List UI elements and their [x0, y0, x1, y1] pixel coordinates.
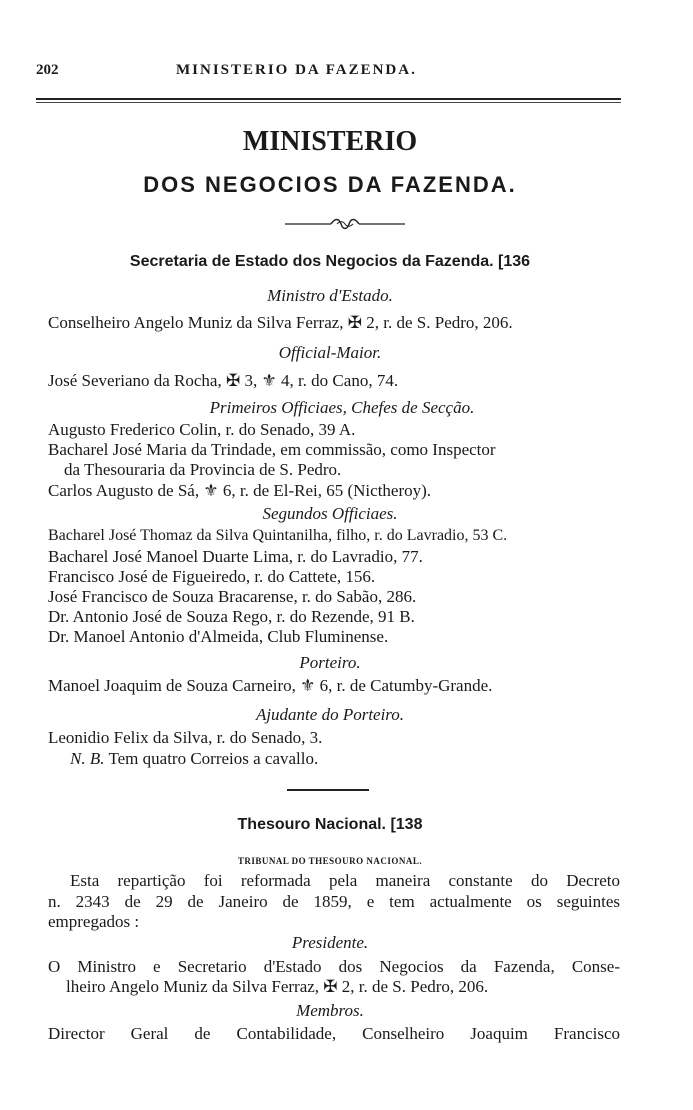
entry-segundo-4: José Francisco de Souza Bracarense, r. do Sabão, 286. [48, 587, 417, 606]
entry-segundo-2: Bacharel José Manoel Duarte Lima, r. do Lavradio, 77. [48, 547, 423, 566]
running-title: MINISTERIO DA FAZENDA. [176, 62, 417, 78]
nota-bene [70, 749, 318, 769]
nb-label: N. B. [70, 749, 105, 768]
entry-presidente-1: O Ministro e Secretario d'Estado dos Negocios da Fazenda, Conse- [48, 957, 620, 976]
header-rule [36, 98, 621, 100]
entry-presidente-2: lheiro Angelo Muniz da Silva Ferraz, ✠ 2, r. de S. Pedro, 206. [66, 977, 489, 996]
label-segundos-officiaes: Segundos Officiaes. [262, 504, 398, 523]
running-header [36, 62, 621, 82]
section-divider [287, 789, 369, 791]
entry-segundo-6: Dr. Manoel Antonio d'Almeida, Club Fluminense. [48, 627, 389, 646]
entry-membros-1: Director Geral de Contabilidade, Conselheiro Joaquim Francisco [48, 1024, 620, 1043]
intro-line-3: empregados : [48, 912, 140, 931]
label-ajudante-porteiro: Ajudante do Porteiro. [255, 705, 405, 724]
label-oficial-maior: Official-Maior. [278, 343, 382, 362]
label-ministro: Ministro d'Estado. [267, 286, 393, 305]
entry-primeiro-1: Augusto Frederico Colin, r. do Senado, 39 A. [48, 420, 356, 439]
entry-oficial-maior: José Severiano da Rocha, ✠ 3, ⚜ 4, r. do Cano, 74. [48, 371, 399, 390]
scroll-ornament-icon [285, 212, 405, 236]
entry-ajudante-porteiro: Leonidio Felix da Silva, r. do Senado, 3. [48, 728, 323, 747]
label-membros: Membros. [296, 1001, 364, 1020]
page-subtitle: DOS NEGOCIOS DA FAZENDA. [143, 172, 517, 197]
nb-text: Tem quatro Correios a cavallo. [108, 749, 319, 768]
entry-porteiro: Manoel Joaquim de Souza Carneiro, ⚜ 6, r. de Catumby-Grande. [48, 676, 493, 695]
page-title: MINISTERIO [242, 126, 418, 157]
subheading-tribunal: TRIBUNAL DO THESOURO NACIONAL. [237, 856, 423, 866]
intro-line-2: n. 2343 de 29 de Janeiro de 1859, e tem actualmente os seguintes [48, 892, 620, 911]
entry-primeiro-2: Bacharel José Maria da Trindade, em commissão, como Inspector [48, 440, 496, 459]
label-primeiros-officiaes: Primeiros Officiaes, Chefes de Secção. [209, 398, 475, 417]
entry-segundo-5: Dr. Antonio José de Souza Rego, r. do Rezende, 91 B. [48, 607, 415, 626]
entry-primeiro-2-cont: da Thesouraria da Provincia de S. Pedro. [64, 460, 342, 479]
section-heading-thesouro: Thesouro Nacional. [138 [237, 816, 423, 833]
intro-line-1: Esta repartição foi reformada pela maneira constante do Decreto [70, 871, 620, 890]
header-rule-thin [36, 102, 621, 103]
page-number: 202 [36, 62, 59, 78]
entry-segundo-3: Francisco José de Figueiredo, r. do Cattete, 156. [48, 567, 376, 586]
entry-primeiro-3: Carlos Augusto de Sá, ⚜ 6, r. de El-Rei, 65 (Nictheroy). [48, 481, 432, 500]
entry-ministro: Conselheiro Angelo Muniz da Silva Ferraz, ✠ 2, r. de S. Pedro, 206. [48, 313, 513, 332]
label-porteiro: Porteiro. [299, 653, 361, 672]
label-presidente: Presidente. [291, 933, 369, 952]
entry-segundo-1: Bacharel José Thomaz da Silva Quintanilha, filho, r. do Lavradio, 53 C. [48, 527, 508, 544]
section-heading-secretaria: Secretaria de Estado dos Negocios da Fazenda. [136 [129, 253, 531, 270]
